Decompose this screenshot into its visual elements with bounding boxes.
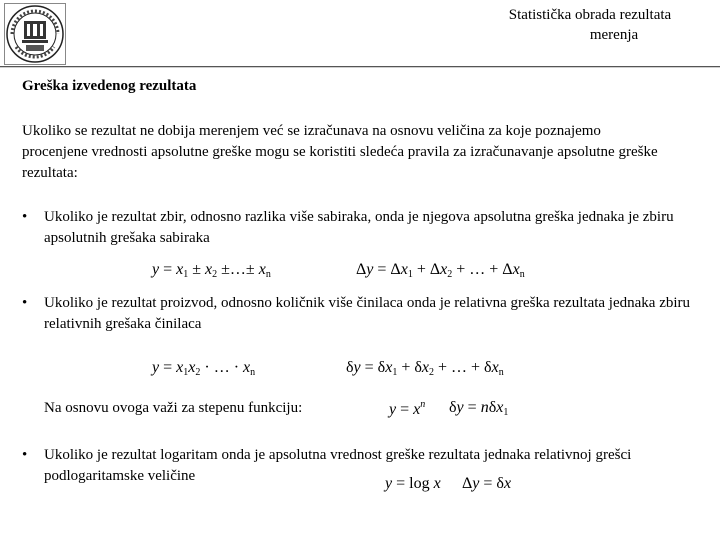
formula-power: $y = x^n$ [389, 399, 426, 418]
power-function-note: Na osnovu ovoga važi za stepenu funkciju: [44, 400, 303, 416]
formula-log: y = log x [385, 475, 441, 492]
bullet-text: Ukoliko je rezultat proizvod, odnosno količnik više činilaca onda je relativna greška rezultata jednaka zbiru relativnih grešaka činilaca [44, 295, 691, 332]
formula-sum-error: $\Delta y = \Delta x_1 + \Delta x_2$ + … + $\Delta x_n$ [356, 261, 525, 280]
formula-product-error: $\delta y = \delta x_1 + \delta x_2$ + … + $\delta x_n$ [346, 359, 504, 378]
intro-paragraph: Ukoliko se rezultat ne dobija merenjem već se izračunava na osnovu veličina za koje poznajemo procenjene vrednosti apsolutne greške mogu se koristiti sledeća pravila za izračunavanje apsolutne greške rezultata: [22, 123, 658, 181]
title-line-1: Statistička obrada rezultata [508, 7, 672, 23]
bullet-icon: • [22, 209, 28, 225]
formula-product: $y = x_1x_2$ · … · $x_n$ [152, 359, 256, 378]
formula-log-error: Δy = δx [462, 475, 512, 492]
title-line-2: merenja [589, 27, 639, 43]
bullet-product-rule [22, 293, 702, 335]
bullet-text: Ukoliko je rezultat zbir, odnosno razlika više sabiraka, onda je njegova apsolutna greška jednaka je zbiru apsolutnih grešaka sabiraka [44, 209, 674, 246]
section-heading: Greška izvedenog rezultata [22, 78, 197, 94]
bullet-sum-rule [22, 207, 702, 249]
formula-sum: $y = x_1 \pm x_2$ ±…± $x_n$ [152, 261, 271, 280]
bullet-icon: • [22, 447, 28, 463]
header-divider [0, 66, 720, 68]
formula-power-error: δy = nδx$_1$ [449, 399, 509, 418]
university-seal-icon [4, 3, 66, 65]
slide-title [460, 5, 720, 45]
bullet-log-rule [22, 445, 702, 487]
bullet-text: Ukoliko je rezultat logaritam onda je apsolutna vrednost greške rezultata jednaka relativnoj grešci podlogaritamske veličine [44, 447, 632, 484]
bullet-icon: • [22, 295, 28, 311]
